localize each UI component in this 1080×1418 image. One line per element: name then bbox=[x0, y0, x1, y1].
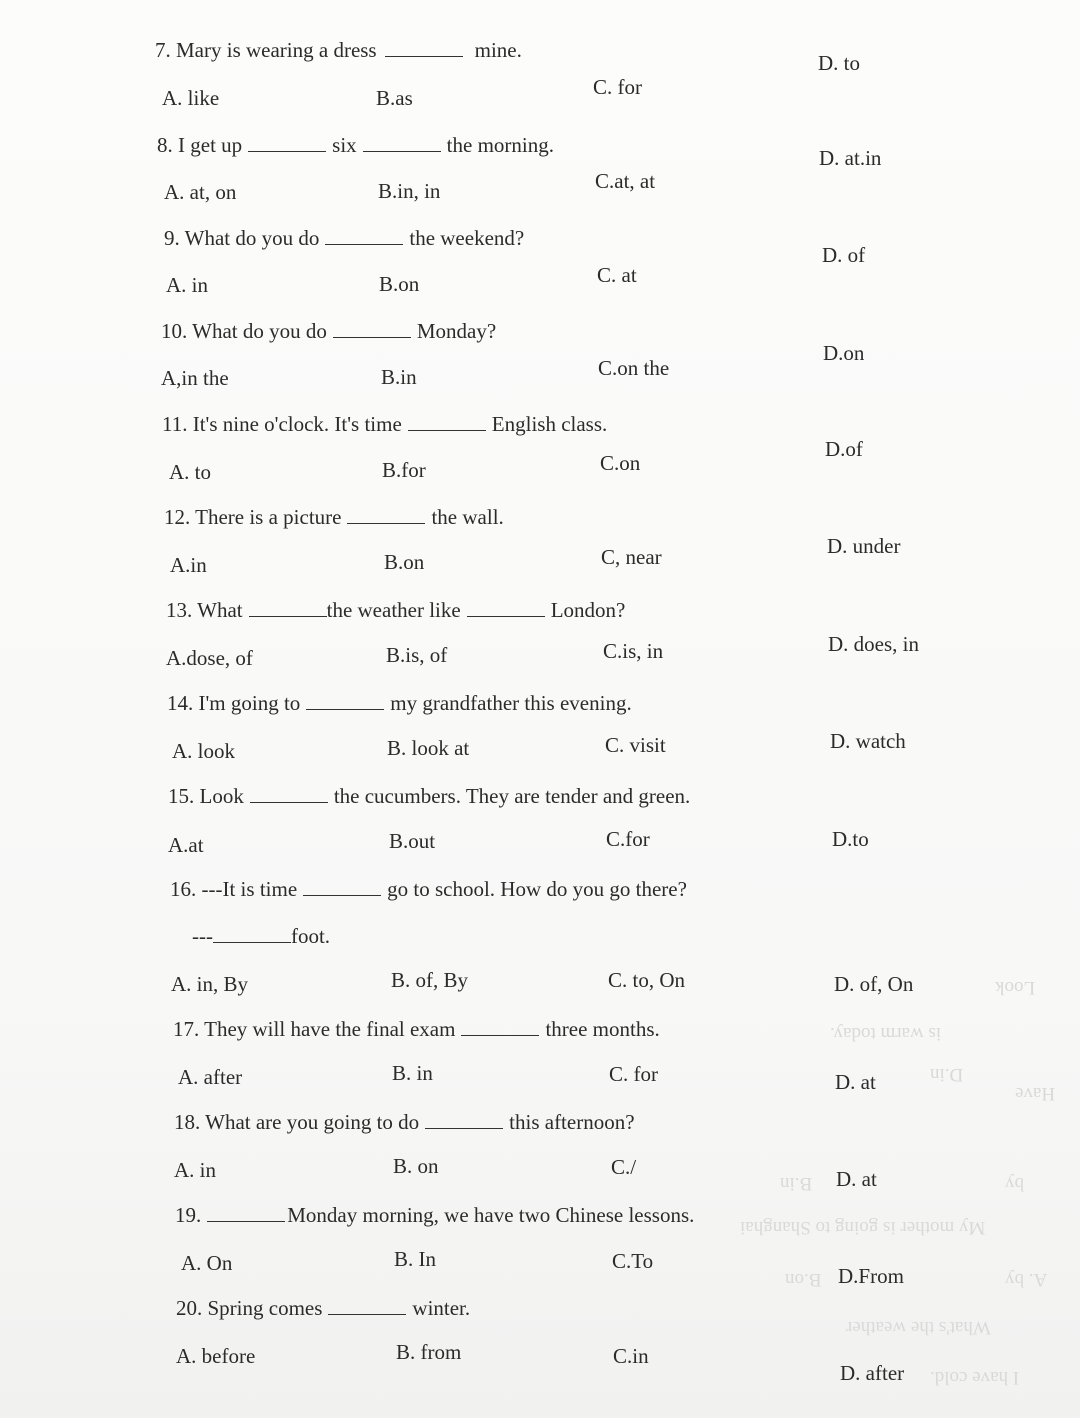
option-b: B. of, By bbox=[391, 968, 469, 992]
option-d: D.From bbox=[838, 1264, 904, 1288]
question-text: the weekend? bbox=[409, 226, 525, 250]
option-a: A. to bbox=[169, 460, 211, 484]
option-d: D. at bbox=[836, 1167, 877, 1191]
question-text: 13. What bbox=[166, 598, 243, 622]
option-d: D. under bbox=[827, 534, 901, 558]
option-c: C. for bbox=[593, 75, 642, 99]
option-a: A. before bbox=[176, 1344, 256, 1368]
question-text: this afternoon? bbox=[509, 1110, 635, 1134]
answer-blank bbox=[303, 894, 381, 896]
answer-blank bbox=[249, 615, 327, 617]
option-d: D. at bbox=[835, 1070, 876, 1094]
answer-blank bbox=[467, 615, 545, 617]
question-13 bbox=[166, 598, 625, 623]
question-text: mine. bbox=[474, 38, 522, 62]
option-d: D. to bbox=[818, 51, 860, 75]
question-text: winter. bbox=[412, 1296, 471, 1320]
question-12 bbox=[164, 505, 504, 530]
question-text: six bbox=[332, 133, 357, 157]
bleed-through-text: A. by bbox=[1005, 1269, 1048, 1290]
question-text: 18. What are you going to do bbox=[174, 1110, 420, 1134]
answer-blank bbox=[333, 336, 411, 338]
option-d: D. watch bbox=[830, 729, 906, 753]
question-text: the wall. bbox=[431, 505, 504, 529]
question-text: English class. bbox=[491, 412, 608, 436]
question-16 bbox=[170, 877, 687, 902]
answer-blank bbox=[328, 1313, 406, 1315]
option-b: B.in bbox=[381, 365, 417, 389]
answer-blank bbox=[363, 150, 441, 152]
question-text: go to school. How do you go there? bbox=[387, 877, 687, 901]
answer-blank bbox=[248, 150, 326, 152]
option-a: A. like bbox=[162, 86, 220, 110]
option-a: A. in, By bbox=[171, 972, 249, 996]
question-text: 20. Spring comes bbox=[176, 1296, 323, 1320]
option-b: B.as bbox=[376, 86, 413, 110]
option-c: C.on the bbox=[598, 356, 670, 380]
option-c: C.for bbox=[606, 827, 650, 851]
option-a: A. at, on bbox=[164, 180, 237, 204]
question-text: Monday morning, we have two Chinese lessons. bbox=[287, 1203, 695, 1227]
question-19 bbox=[175, 1203, 694, 1228]
question-16-reply bbox=[192, 924, 330, 949]
question-text: the cucumbers. They are tender and green. bbox=[333, 784, 691, 808]
answer-blank bbox=[325, 243, 403, 245]
option-a: A.in bbox=[170, 553, 207, 577]
question-text: 9. What do you do bbox=[164, 226, 320, 250]
bleed-through-text: D.in bbox=[930, 1064, 964, 1085]
option-b: B.in, in bbox=[378, 179, 441, 203]
question-text: 11. It's nine o'clock. It's time bbox=[162, 412, 402, 436]
question-text: 10. What do you do bbox=[161, 319, 327, 343]
answer-blank bbox=[207, 1220, 285, 1222]
question-text: 12. There is a picture bbox=[164, 505, 342, 529]
question-text: 19. bbox=[175, 1203, 202, 1227]
bleed-through-text: I have cold. bbox=[930, 1367, 1020, 1388]
bleed-through-text: by bbox=[1005, 1173, 1024, 1194]
option-d: D.on bbox=[823, 341, 865, 365]
question-14 bbox=[167, 691, 632, 716]
question-text: --- bbox=[192, 924, 213, 948]
option-c: C.is, in bbox=[603, 639, 664, 663]
option-b: B. in bbox=[392, 1061, 433, 1085]
answer-blank bbox=[425, 1127, 503, 1129]
answer-blank bbox=[347, 522, 425, 524]
question-text: 17. They will have the final exam bbox=[173, 1017, 456, 1041]
bleed-through-text: Have bbox=[1015, 1083, 1056, 1104]
option-d: D.of bbox=[825, 437, 863, 461]
bleed-through-text: B.in bbox=[780, 1173, 813, 1194]
option-d: D. at.in bbox=[819, 146, 882, 170]
question-text: the weather like bbox=[326, 598, 461, 622]
option-c: C.at, at bbox=[595, 169, 656, 193]
option-c: C. to, On bbox=[608, 968, 686, 992]
option-b: B.out bbox=[389, 829, 436, 853]
option-c: C. at bbox=[597, 263, 637, 287]
option-a: A.dose, of bbox=[166, 646, 253, 670]
question-text: 16. ---It is time bbox=[170, 877, 298, 901]
answer-blank bbox=[306, 708, 384, 710]
question-18 bbox=[174, 1110, 635, 1135]
option-c: C.on bbox=[600, 451, 641, 475]
option-a: A,in the bbox=[161, 366, 229, 390]
bleed-through-text: B.on bbox=[785, 1269, 822, 1290]
option-c: C. visit bbox=[605, 733, 666, 757]
question-8 bbox=[157, 133, 554, 158]
question-text: 7. Mary is wearing a dress bbox=[155, 38, 377, 62]
question-text: the morning. bbox=[446, 133, 554, 157]
question-text: 8. I get up bbox=[157, 133, 243, 157]
answer-blank bbox=[408, 429, 486, 431]
bleed-through-text: My mother is going to Shanghai bbox=[740, 1217, 986, 1238]
option-c: C, near bbox=[601, 545, 662, 569]
question-9 bbox=[164, 226, 524, 251]
answer-blank bbox=[461, 1034, 539, 1036]
option-a: A. look bbox=[172, 739, 235, 763]
answer-blank bbox=[250, 801, 328, 803]
bleed-through-text: What's the weather bbox=[846, 1317, 991, 1338]
option-d: D. after bbox=[840, 1361, 905, 1385]
question-text: 15. Look bbox=[168, 784, 244, 808]
option-c: C.To bbox=[612, 1249, 654, 1273]
option-b: B.is, of bbox=[386, 643, 448, 667]
question-text: 14. I'm going to bbox=[167, 691, 301, 715]
option-b: B. look at bbox=[387, 736, 470, 760]
option-a: A. On bbox=[181, 1251, 233, 1275]
option-d: D. of bbox=[822, 243, 866, 267]
option-c: C.in bbox=[613, 1344, 649, 1368]
option-c: C. for bbox=[609, 1062, 658, 1086]
option-d: D. does, in bbox=[828, 632, 919, 656]
option-b: B.on bbox=[379, 272, 420, 296]
option-d: D. of, On bbox=[834, 972, 914, 996]
option-a: A.at bbox=[168, 833, 204, 857]
option-b: B. on bbox=[393, 1154, 439, 1178]
question-text: London? bbox=[550, 598, 626, 622]
question-text: my grandfather this evening. bbox=[390, 691, 632, 715]
option-d: D.to bbox=[832, 827, 869, 851]
bleed-through-text: is warm today. bbox=[830, 1023, 942, 1044]
option-b: B.for bbox=[382, 458, 426, 482]
option-a: A. in bbox=[174, 1158, 216, 1182]
question-text: foot. bbox=[290, 924, 331, 948]
question-10 bbox=[161, 319, 496, 344]
answer-blank bbox=[213, 941, 291, 943]
option-b: B.on bbox=[384, 550, 425, 574]
question-7 bbox=[155, 38, 522, 63]
option-b: B. from bbox=[396, 1340, 462, 1364]
question-17 bbox=[173, 1017, 660, 1042]
bleed-through-text: Look bbox=[995, 977, 1036, 998]
question-20 bbox=[176, 1296, 470, 1321]
option-a: A. after bbox=[178, 1065, 243, 1089]
question-11 bbox=[162, 412, 607, 437]
answer-blank bbox=[385, 55, 463, 57]
option-a: A. in bbox=[166, 273, 208, 297]
question-15 bbox=[168, 784, 690, 809]
option-b: B. In bbox=[394, 1247, 436, 1271]
question-text: Monday? bbox=[416, 319, 497, 343]
option-c: C./ bbox=[611, 1155, 637, 1179]
question-text: three months. bbox=[545, 1017, 660, 1041]
